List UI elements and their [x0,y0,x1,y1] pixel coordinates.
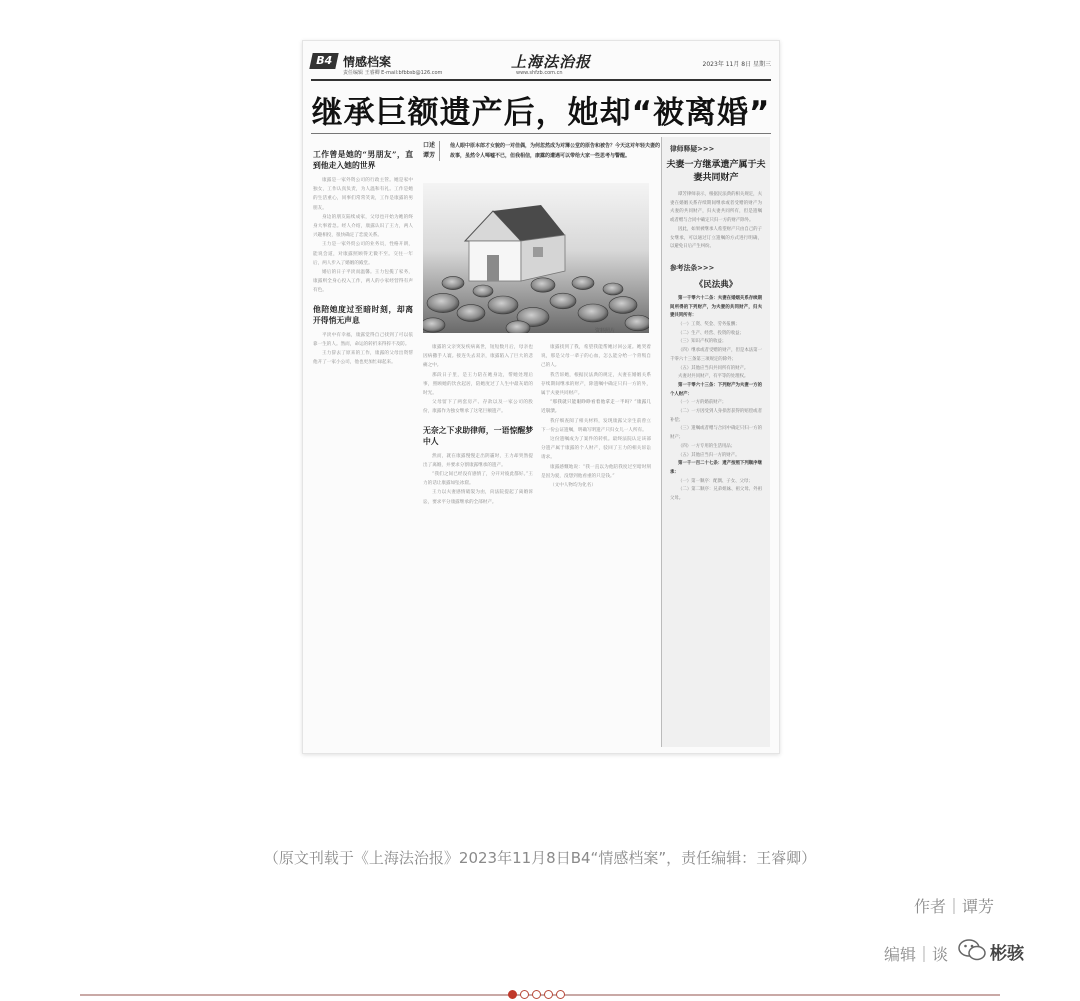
paragraph: （文中人物均为化名） [550,483,596,489]
intro-summary: 他人眼中原本郎才女貌的一对佳偶，为何忽然成为对簿公堂的原告和被告？今天这对年轻夫妻的故事，虽然令人唏嘘不已，但我相信，康露的遭遇可以带给大家一些思考与警醒。 [439,141,660,161]
author-credit: 作者｜谭芳 [913,897,994,916]
source-caption: （原文刊载于《上海法治报》2023年11月8日B4“情感档案”，责任编辑：王睿卿） [263,849,817,867]
sidebar-title: 夫妻一方继承遗产属于夫妻共同财产 [666,160,766,183]
paragraph: （一）第一顺序：配偶、子女、父母； [678,478,753,484]
coin [531,278,555,292]
paragraph: 因此，如果被继承人希望财产只由自己的子女继承，可以通过订立遗嘱的方式进行明确，以避免日后产生纠纷。 [670,226,762,250]
coin [442,276,464,289]
paragraph: 康露感慨地说：“我一直以为他陪我度过至暗时刻是因为爱，没想到他看重的只是钱。” [541,464,651,479]
paragraph: 康露是一家外资公司的行政主管。她是家中独女，工作认真负责，为人温和有礼。工作是她的生活重心，同事们常常笑说，工作是康露的男朋友。 [313,178,413,211]
section-editors: 责任编辑 王睿卿 E-mail:bfbbsb@126.com [343,70,443,76]
wechat-logo-icon [956,936,988,964]
coin [473,285,493,297]
paragraph: （三）遗嘱或者赠与合同中确定只归一方的财产； [670,426,762,441]
subhead-1: 工作曾是她的“男朋友”，直到他走入她的世界 [313,150,413,170]
house-on-coins-image [423,183,649,333]
pagination-dot[interactable] [520,990,529,999]
paragraph: 王力辞去了原来的工作，康露的父母出资帮他开了一家小公司，他也更加忙碌起来。 [313,351,413,366]
sidebar-label: 律师释疑>>> [670,145,715,153]
law-title: 《民法典》 [694,279,738,290]
paragraph: 康露的父亲突发疾病离世，短短数月后，母亲也因病撒手人寰。接连失去双亲，康露陷入了巨大的悲痛之中。 [423,345,533,369]
paragraph: 康露找到了我，希望我能帮她讨回公道。她哭着说，那是父母一辈子的心血，怎么能分给一个背叛自己的人。 [541,345,651,369]
article-column-3 [541,343,651,747]
paragraph: “我们之间已经没有感情了，分开对彼此都好。”王力的话让康露如坠冰窟。 [423,472,533,487]
coin [488,296,518,314]
newspaper-page [302,40,780,754]
paragraph: （一）一方的婚前财产； [678,400,727,406]
coin [506,321,530,333]
coin [423,318,445,332]
column-3-body [541,343,651,490]
article-column-2 [423,343,533,747]
paragraph: （二）生产、经营、投资的收益； [678,330,744,336]
publication-date: 2023年 11月 8日 星期三 [702,61,771,68]
paragraph: 我告诉她，根据民法典的规定，夫妻在婚姻关系存续期间继承的财产，除遗嘱中确定只归一方的外，属于夫妻共同财产。 [541,372,651,397]
paragraph: （四）一方专用的生活用品； [678,443,736,449]
paragraph: 谭芳律师表示，根据民法典的相关规定，夫妻在婚姻关系存续期间继承或者受赠的财产为夫妻的共同财产，归夫妻共同所有，但是遗嘱或者赠与合同中确定只归一方的财产除外。 [670,192,762,224]
coin [572,276,594,289]
paragraph: 第一千零六十二条：夫妻在婚姻关系存续期间所得的下列财产，为夫妻的共同财产，归夫妻共同所有： [670,295,762,319]
paragraph: 王力以夫妻感情破裂为由，向法院提起了离婚诉讼，要求平分康露继承的全部财产。 [423,490,533,505]
column-1-body-continued [313,331,413,368]
sidebar-text [662,191,770,252]
account-watermark: 彬骇 [990,944,1024,964]
pagination-dot[interactable] [556,990,565,999]
paragraph: 我仔细查阅了相关材料，发现康露父亲生前曾立下一份公证遗嘱，明确写明遗产只归女儿一人所有。 [541,418,651,433]
law-text [662,295,770,504]
coin [625,315,649,331]
paragraph: （四）继承或者受赠的财产，但是本法第一千零六十三条第三项规定的除外； [670,348,762,362]
coin [609,297,637,314]
paragraph: 王力是一家外贸公司的业务员，性格开朗，能说会道，对康露照顾得无微不至。交往一年后，两人步入了婚姻的殿堂。 [313,242,413,266]
paragraph: （一）工资、奖金、劳务报酬； [678,322,740,328]
coin [427,293,459,312]
coin [457,305,485,322]
subhead-2: 他陪她度过至暗时刻，却离开得悄无声息 [313,304,413,325]
paragraph: （二）一方因受到人身损害获得的赔偿或者补偿； [670,409,762,423]
article-column-1 [313,141,413,747]
pagination-dot[interactable] [508,990,517,999]
coin [550,293,576,309]
editor-credit: 编辑｜谈 [884,945,949,964]
paragraph: （三）知识产权的收益； [678,339,727,345]
paragraph: 夫妻对共同财产，有平等的处理权。 [678,374,749,380]
paragraph: 第一千一百二十七条：遗产按照下列顺序继承： [670,461,762,475]
page-badge: B4 [309,53,338,69]
column-2-body [423,343,533,417]
paragraph: 平淡中有幸福，康露觉得自己找到了可以依靠一生的人。然而，命运的转折来得猝不及防。 [313,332,413,347]
coin [578,304,608,322]
article-photo [423,183,649,333]
pagination-dots[interactable] [508,990,565,999]
paragraph: 这份遗嘱成为了案件的转机。最终法院认定该部分遗产属于康露的个人财产，驳回了王力的相关诉讼请求。 [541,437,651,461]
headline-rule [311,133,771,134]
subhead-3: 无奈之下求助律师，一语惊醒梦中人 [423,425,533,446]
lawyer-sidebar [661,137,770,747]
narrator-label: 口述 谭芳 [423,142,436,159]
coin [603,283,623,295]
paragraph: （五）其他应当归共同所有的财产。 [678,365,749,371]
law-reference-label: 参考法条>>> [670,263,715,272]
column-1-body [313,176,413,296]
section-name: 情感档案 [343,55,392,69]
column-2-body-continued [423,452,533,507]
paragraph: 婚后的日子平淡而温馨。王力包揽了家务，康露则全身心投入工作，两人的小家经营得有声有色。 [313,270,413,294]
paragraph: （五）其他应当归一方的财产。 [678,452,740,458]
paragraph: “那我就只能眼睁睁看着他拿走一半吗？”康露几近崩溃。 [541,400,651,415]
pagination-dot[interactable] [544,990,553,999]
paragraph: 父母留下了两套房产、存款以及一家公司的股份，康露作为独女继承了这笔巨额遗产。 [423,400,533,415]
photo-caption: 资料照片 [595,328,616,334]
pagination-dot[interactable] [532,990,541,999]
paragraph: 身边的朋友陆续成家，父母也开始为她的终身大事着急。经人介绍，康露认识了王力，两人兴趣相投，很快确定了恋爱关系。 [313,214,413,239]
newspaper-url: www.shfzb.com.cn [516,70,563,76]
paragraph: 那段日子里，是王力陪在她身边，帮她处理后事，照顾她的饮食起居，陪她度过了人生中最灰暗的时光。 [423,372,533,397]
paragraph: 第一千零六十三条：下列财产为夫妻一方的个人财产： [670,382,762,397]
masthead [311,51,771,81]
newspaper-brand: 上海法治报 [511,53,592,71]
headline: 继承巨额遗产后，她却“被离婚” [311,95,771,131]
paragraph: 然而，就在康露慢慢走出阴霾时，王力却突然提出了离婚，并要求分割康露继承的遗产。 [423,453,533,468]
paragraph: （二）第二顺序：兄弟姐妹、祖父母、外祖父母。 [670,487,762,502]
